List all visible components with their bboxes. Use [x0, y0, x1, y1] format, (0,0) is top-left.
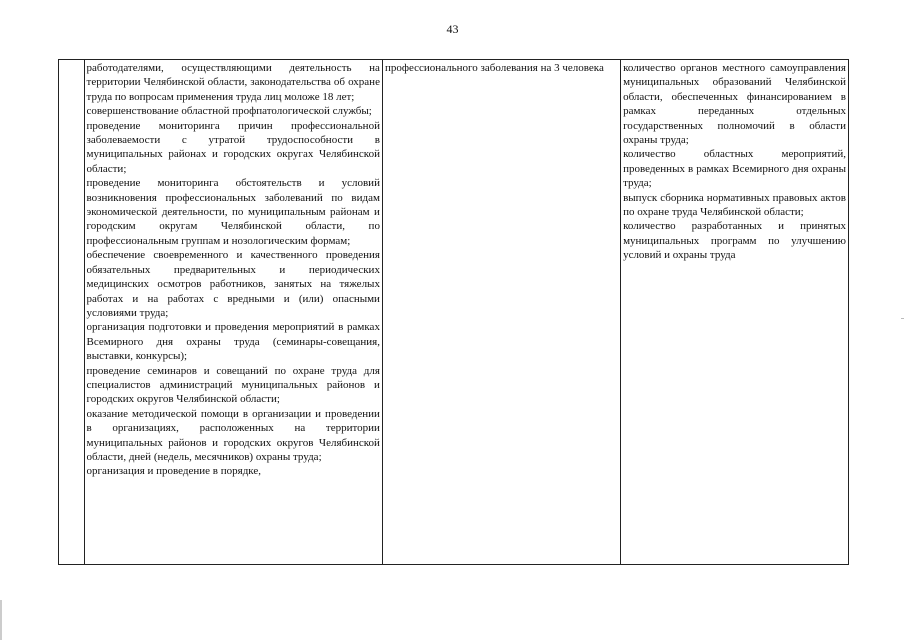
activity-item: совершенствование областной профпатологической службы; — [86, 105, 372, 118]
activity-item: проведение мониторинга обстоятельств и условий возникновения профессиональных заболеваний по видам экономической деятельности, по муниципальным районам и городским округам Челябинской области, по профессиональным группам и нозологическим формам; — [86, 177, 380, 247]
activity-item: организация и проведение в порядке, — [86, 465, 261, 478]
result-cell — [382, 60, 620, 565]
indicator-item: выпуск сборника нормативных правовых актов по охране труда Челябинской области; — [623, 191, 846, 219]
row-number-cell — [59, 60, 85, 565]
scan-edge-shadow — [0, 600, 2, 640]
activity-item: проведение мониторинга причин профессиональной заболеваемости с утратой трудоспособности в муниципальных районах и городских округах Челябинской области; — [86, 119, 380, 175]
activity-item: обеспечение своевременного и качественного проведения обязательных предварительных и периодических медицинских осмотров работников, занятых на тяжелых работах и на работах с вредными и (или) опасными условиями труда; — [86, 249, 380, 319]
indicator-item: количество органов местного самоуправления муниципальных образований Челябинской области, обеспеченных финансированием в рамках переданных отдельных государственных полномочий в области охраны труда; — [623, 62, 846, 147]
result-text: профессионального заболевания на 3 человека — [384, 62, 604, 74]
indicators-cell — [621, 60, 849, 565]
indicator-item: количество областных мероприятий, проведенных в рамках Всемирного дня охраны труда; — [623, 148, 846, 190]
activity-item: работодателями, осуществляющими деятельность на территории Челябинской области, законодательства об охране труда по вопросам применения труда лиц моложе 18 лет; — [86, 62, 380, 103]
indicator-item: количество разработанных и принятых муниципальных программ по улучшению условий и охраны труда — [623, 220, 846, 262]
activity-item: проведение семинаров и совещаний по охране труда для специалистов администраций муниципальных районов и городских округов Челябинской области; — [86, 364, 380, 406]
activities-cell — [84, 60, 382, 565]
activity-item: оказание методической помощи в организации и проведении в организациях, расположенных на территории муниципальных районов и городских округов Челябинской области, дней (недель, месячников) охраны труда; — [86, 407, 380, 463]
scan-mark — [901, 318, 904, 319]
page-number: 43 — [446, 22, 459, 36]
table-row — [59, 60, 849, 565]
program-table — [58, 59, 849, 565]
activity-item: организация подготовки и проведения мероприятий в рамках Всемирного дня охраны труда (семинары-совещания, выставки, конкурсы); — [86, 321, 380, 363]
